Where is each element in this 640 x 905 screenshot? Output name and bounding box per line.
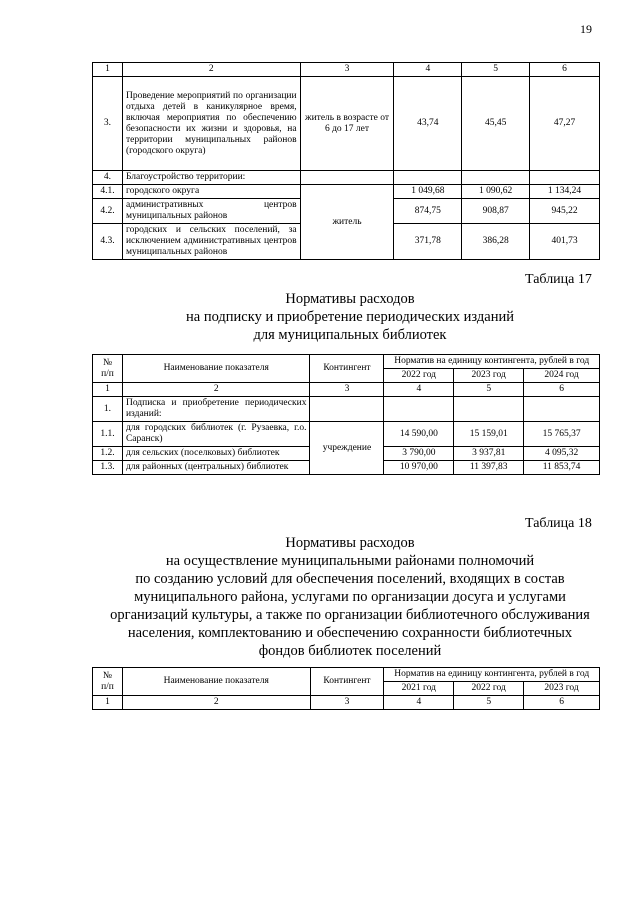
value: 15 159,01 <box>454 422 524 447</box>
col-number: 2 <box>122 696 310 710</box>
header-contingent: Контингент <box>310 668 384 696</box>
table-17-caption: Таблица 17 <box>525 272 592 287</box>
row-number: 1. <box>93 397 123 422</box>
title-line: Нормативы расходов <box>285 291 415 307</box>
value: 14 590,00 <box>384 422 454 447</box>
row-number: 1.3. <box>93 461 123 475</box>
header-norm: Норматив на единицу контингента, рублей в год <box>384 355 600 369</box>
page-number: 19 <box>580 22 592 36</box>
col-number: 6 <box>524 696 600 710</box>
col-number: 1 <box>93 383 123 397</box>
value: 1 134,24 <box>530 185 600 199</box>
header-year: 2023 год <box>524 682 600 696</box>
row-number: 4. <box>93 171 123 185</box>
value: 43,74 <box>394 77 462 171</box>
empty-cell <box>384 397 454 422</box>
row-number: 4.3. <box>93 224 123 260</box>
table-18-caption: Таблица 18 <box>525 516 592 531</box>
title-line: Нормативы расходов <box>285 535 415 551</box>
indicator-name: городского округа <box>122 185 300 199</box>
header-number: № п/п <box>93 668 123 696</box>
header-number: № п/п <box>93 355 123 383</box>
header-year: 2021 год <box>384 682 454 696</box>
col-number: 6 <box>524 383 600 397</box>
indicator-name: Проведение мероприятий по организации отдыха детей в каникулярное время, включая мероприятия по обеспечению безопасности их жизни и здоровья, на территории муниципальных районов (городского округа) <box>122 77 300 171</box>
row-number: 1.1. <box>93 422 123 447</box>
column-number-row <box>93 696 600 710</box>
table-18-title <box>90 534 610 660</box>
table-row <box>93 185 600 199</box>
col-number: 5 <box>454 383 524 397</box>
value: 945,22 <box>530 199 600 224</box>
empty-cell <box>310 397 384 422</box>
col-number: 3 <box>300 63 394 77</box>
col-number: 4 <box>394 63 462 77</box>
header-year: 2022 год <box>454 682 524 696</box>
header-row <box>93 355 600 369</box>
contingent: учреждение <box>310 422 384 475</box>
header-year: 2024 год <box>524 369 600 383</box>
col-number: 3 <box>310 383 384 397</box>
row-number: 4.2. <box>93 199 123 224</box>
indicator-name: Подписка и приобретение периодических изданий: <box>122 397 310 422</box>
empty-cell <box>462 171 530 185</box>
value: 47,27 <box>530 77 600 171</box>
empty-cell <box>530 171 600 185</box>
col-number: 6 <box>530 63 600 77</box>
indicator-name: административных центров муниципальных районов <box>122 199 300 224</box>
col-number: 3 <box>310 696 384 710</box>
value: 386,28 <box>462 224 530 260</box>
table-17-title <box>90 290 610 344</box>
indicator-name: для районных (центральных) библиотек <box>122 461 310 475</box>
value: 371,78 <box>394 224 462 260</box>
col-number: 2 <box>122 383 310 397</box>
header-row <box>93 668 600 682</box>
column-number-row <box>93 63 600 77</box>
empty-cell <box>300 171 394 185</box>
norms-table-continued <box>92 62 600 260</box>
value: 3 937,81 <box>454 447 524 461</box>
col-number: 1 <box>93 63 123 77</box>
title-line: для муниципальных библиотек <box>253 327 447 343</box>
indicator-name: Благоустройство территории: <box>122 171 300 185</box>
header-indicator: Наименование показателя <box>122 355 310 383</box>
title-line: на осуществление муниципальными районами полномочий <box>165 553 535 569</box>
value: 45,45 <box>462 77 530 171</box>
title-line: по созданию условий для обеспечения поселений, входящих в состав <box>135 571 565 587</box>
contingent: житель в возрасте от 6 до 17 лет <box>300 77 394 171</box>
column-number-row <box>93 383 600 397</box>
indicator-name: для сельских (поселковых) библиотек <box>122 447 310 461</box>
value: 1 049,68 <box>394 185 462 199</box>
row-number: 4.1. <box>93 185 123 199</box>
col-number: 1 <box>93 696 123 710</box>
col-number: 4 <box>384 383 454 397</box>
empty-cell <box>454 397 524 422</box>
value: 4 095,32 <box>524 447 600 461</box>
header-year: 2022 год <box>384 369 454 383</box>
empty-cell <box>394 171 462 185</box>
table-row <box>93 397 600 422</box>
header-year: 2023 год <box>454 369 524 383</box>
table-row <box>93 77 600 171</box>
value: 11 397,83 <box>454 461 524 475</box>
table-row <box>93 171 600 185</box>
row-number: 1.2. <box>93 447 123 461</box>
value: 401,73 <box>530 224 600 260</box>
header-contingent: Контингент <box>310 355 384 383</box>
table-row <box>93 422 600 447</box>
table-18 <box>92 667 600 710</box>
contingent: житель <box>300 185 394 260</box>
value: 1 090,62 <box>462 185 530 199</box>
row-number: 3. <box>93 77 123 171</box>
indicator-name: городских и сельских поселений, за исключением административных центров муниципальных районов <box>122 224 300 260</box>
title-line: организаций культуры, а также по организации библиотечного обслуживания <box>110 607 590 623</box>
title-line: на подписку и приобретение периодических изданий <box>186 309 514 325</box>
col-number: 5 <box>454 696 524 710</box>
value: 15 765,37 <box>524 422 600 447</box>
value: 11 853,74 <box>524 461 600 475</box>
col-number: 4 <box>384 696 454 710</box>
value: 3 790,00 <box>384 447 454 461</box>
title-line: фондов библиотек поселений <box>258 643 442 659</box>
value: 874,75 <box>394 199 462 224</box>
empty-cell <box>524 397 600 422</box>
header-indicator: Наименование показателя <box>122 668 310 696</box>
title-line: муниципального района, услугами по организации досуга и услугами <box>134 589 566 605</box>
col-number: 2 <box>122 63 300 77</box>
value: 908,87 <box>462 199 530 224</box>
title-line: населения, комплектованию и обеспечению сохранности библиотечных <box>127 625 573 641</box>
indicator-name: для городских библиотек (г. Рузаевка, г.о. Саранск) <box>122 422 310 447</box>
header-norm: Норматив на единицу контингента, рублей в год <box>384 668 600 682</box>
col-number: 5 <box>462 63 530 77</box>
value: 10 970,00 <box>384 461 454 475</box>
table-17 <box>92 354 600 475</box>
